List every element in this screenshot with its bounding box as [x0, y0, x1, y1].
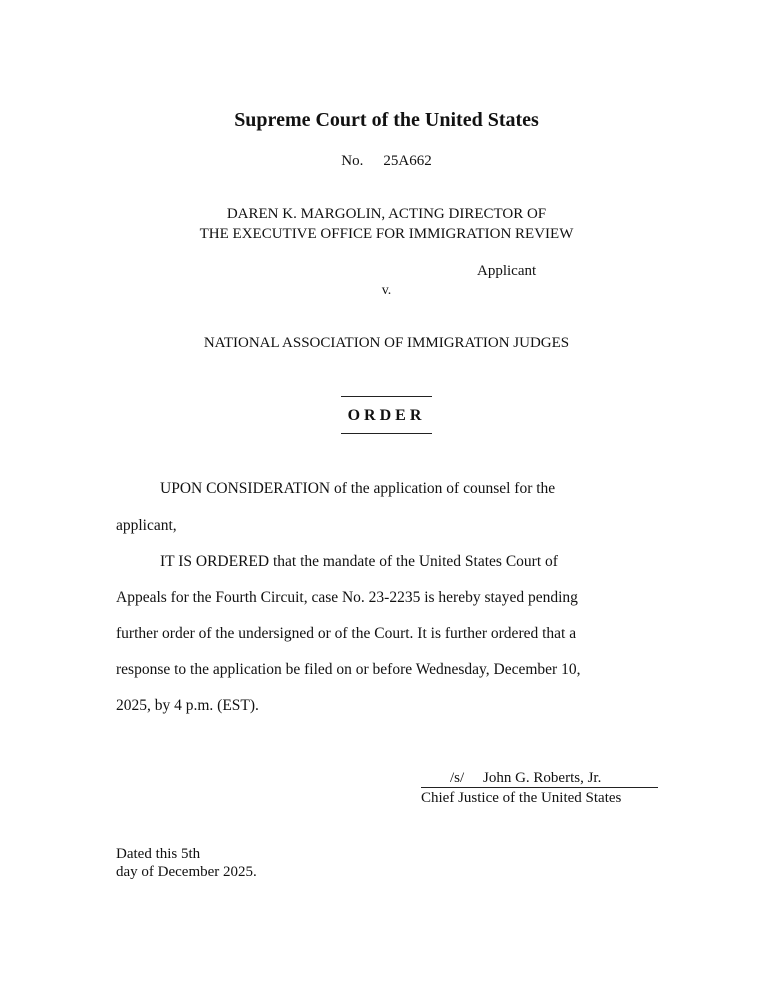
- docket-label: No.: [341, 153, 364, 169]
- respondent-name: NATIONAL ASSOCIATION OF IMMIGRATION JUDGES: [203, 335, 570, 351]
- order-rule-top: [341, 396, 432, 397]
- order-body-line: Appeals for the Fourth Circuit, case No. 23-2235 is hereby stayed pending: [116, 589, 578, 606]
- dated-line-1: Dated this 5th: [116, 846, 201, 862]
- order-body-line: 2025, by 4 p.m. (EST).: [116, 697, 259, 714]
- docket-number: [0, 151, 773, 171]
- dated-line-2: day of December 2025.: [116, 864, 257, 880]
- versus-label: v.: [381, 283, 392, 298]
- signer-title: Chief Justice of the United States: [421, 790, 622, 806]
- applicant-line-2: THE EXECUTIVE OFFICE FOR IMMIGRATION REVIEW: [199, 226, 574, 242]
- order-body-line: applicant,: [116, 517, 177, 534]
- signature-line: [421, 769, 658, 788]
- applicant-role: Applicant: [477, 263, 537, 279]
- order-body-line: UPON CONSIDERATION of the application of counsel for the: [160, 480, 556, 497]
- signature-mark: /s/: [450, 770, 465, 786]
- order-heading: ORDER: [347, 407, 426, 424]
- order-body-line: response to the application be filed on or before Wednesday, December 10,: [116, 661, 581, 678]
- applicant-line-1: DAREN K. MARGOLIN, ACTING DIRECTOR OF: [226, 206, 547, 222]
- docket-value: 25A662: [383, 153, 432, 169]
- signer-name: John G. Roberts, Jr.: [483, 770, 602, 786]
- order-rule-bottom: [341, 433, 432, 434]
- order-body-line: IT IS ORDERED that the mandate of the United States Court of: [160, 553, 558, 570]
- order-body-line: further order of the undersigned or of the Court. It is further ordered that a: [116, 625, 577, 642]
- court-title: Supreme Court of the United States: [234, 109, 539, 131]
